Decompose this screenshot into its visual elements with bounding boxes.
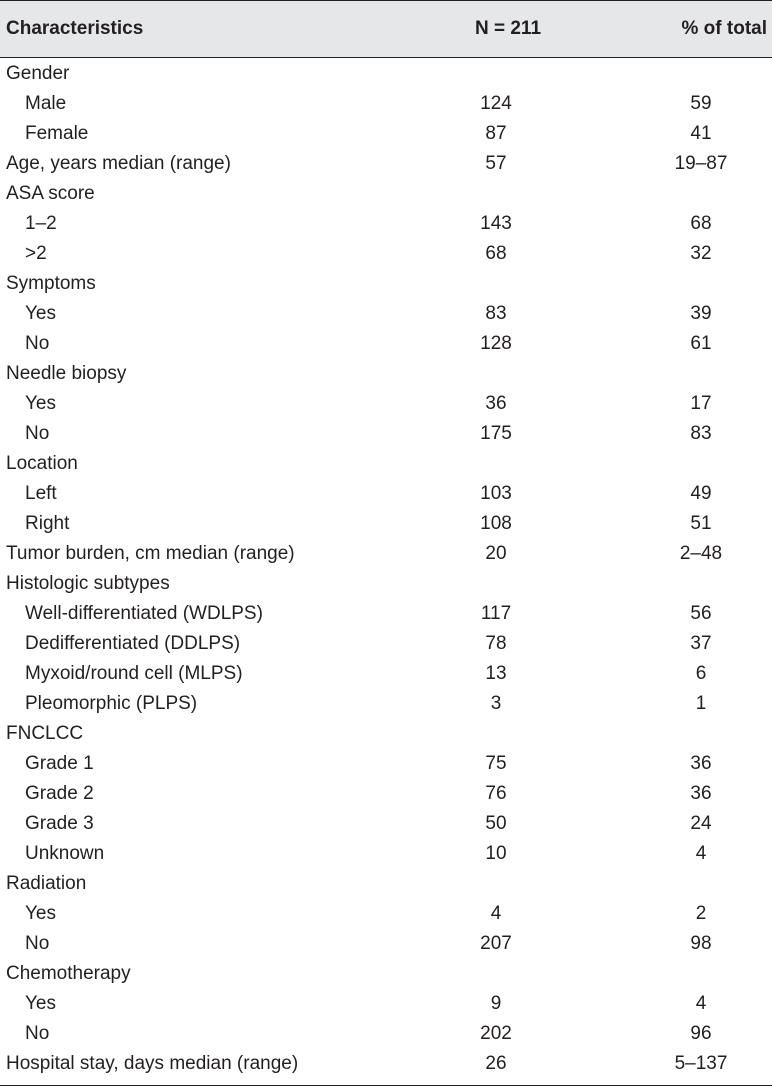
- row-label: Chemotherapy: [6, 963, 131, 984]
- row-percent: 6: [695, 663, 707, 684]
- table-group-row: [0, 179, 772, 209]
- table-row: [0, 89, 772, 119]
- table-group-row: [0, 269, 772, 299]
- row-percent: 61: [690, 333, 712, 354]
- row-label: 1–2: [25, 213, 57, 234]
- row-label: Left: [25, 483, 57, 504]
- row-count: 3: [490, 693, 502, 714]
- row-count: 76: [485, 783, 507, 804]
- row-label: Well-differentiated (WDLPS): [25, 603, 263, 624]
- row-count: 175: [480, 423, 512, 444]
- row-label: Histologic subtypes: [6, 573, 170, 594]
- row-count: 57: [485, 153, 507, 174]
- row-percent: 39: [690, 303, 712, 324]
- row-label: Yes: [25, 903, 56, 924]
- table-row: [0, 239, 772, 269]
- row-percent: 24: [690, 813, 712, 834]
- row-percent: 56: [690, 603, 712, 624]
- table-row: [0, 899, 772, 929]
- row-label: Yes: [25, 303, 56, 324]
- row-percent: 5–137: [674, 1053, 728, 1074]
- row-label: Gender: [6, 63, 70, 84]
- table-row: [0, 599, 772, 629]
- row-count: 103: [480, 483, 512, 504]
- table-group-row: [0, 539, 772, 569]
- row-label: Grade 2: [25, 783, 94, 804]
- table-group-row: [0, 719, 772, 749]
- row-label: Symptoms: [6, 273, 96, 294]
- table-bottom-rule: [0, 1085, 772, 1086]
- row-label: Male: [25, 93, 67, 114]
- row-label: Radiation: [6, 873, 87, 894]
- row-count: 207: [480, 933, 512, 954]
- row-label: Needle biopsy: [6, 363, 127, 384]
- row-label: Location: [6, 453, 78, 474]
- table-group-row: [0, 59, 772, 89]
- table-row: [0, 299, 772, 329]
- row-label: Pleomorphic (PLPS): [25, 693, 198, 714]
- table-row: [0, 839, 772, 869]
- row-count: 128: [480, 333, 512, 354]
- row-label: >2: [25, 243, 47, 264]
- table-row: [0, 929, 772, 959]
- row-count: 75: [485, 753, 507, 774]
- row-percent: 2–48: [679, 543, 723, 564]
- table-row: [0, 209, 772, 239]
- row-label: Age, years median (range): [6, 153, 231, 174]
- row-label: Hospital stay, days median (range): [6, 1053, 299, 1074]
- row-label: No: [25, 333, 50, 354]
- row-label: FNCLCC: [6, 723, 84, 744]
- table-group-row: [0, 869, 772, 899]
- table-group-row: [0, 149, 772, 179]
- row-label: No: [25, 933, 50, 954]
- table-row: [0, 389, 772, 419]
- row-count: 50: [485, 813, 507, 834]
- header-n: N = 211: [474, 18, 542, 39]
- row-count: 13: [485, 663, 507, 684]
- row-label: Unknown: [25, 843, 105, 864]
- table-row: [0, 659, 772, 689]
- row-label: Grade 3: [25, 813, 94, 834]
- row-percent: 36: [690, 783, 712, 804]
- row-percent: 98: [690, 933, 712, 954]
- row-count: 117: [480, 603, 512, 624]
- table-row: [0, 689, 772, 719]
- table-group-row: [0, 1049, 772, 1079]
- table-row: [0, 749, 772, 779]
- table-row: [0, 1019, 772, 1049]
- table-group-row: [0, 569, 772, 599]
- table-row: [0, 419, 772, 449]
- row-percent: 41: [690, 123, 712, 144]
- table-row: [0, 509, 772, 539]
- row-count: 78: [485, 633, 507, 654]
- row-label: Yes: [25, 993, 56, 1014]
- row-label: No: [25, 1023, 50, 1044]
- row-label: Tumor burden, cm median (range): [6, 543, 295, 564]
- row-label: Dedifferentiated (DDLPS): [25, 633, 241, 654]
- row-percent: 17: [690, 393, 712, 414]
- row-count: 10: [485, 843, 507, 864]
- row-count: 20: [485, 543, 507, 564]
- row-label: Female: [25, 123, 89, 144]
- row-percent: 1: [695, 693, 707, 714]
- row-label: Myxoid/round cell (MLPS): [25, 663, 243, 684]
- row-count: 108: [480, 513, 512, 534]
- table-group-row: [0, 959, 772, 989]
- header-characteristics: Characteristics: [6, 18, 144, 39]
- table-row: [0, 629, 772, 659]
- row-count: 26: [485, 1053, 507, 1074]
- row-count: 124: [480, 93, 512, 114]
- row-percent: 4: [695, 843, 707, 864]
- table-row: [0, 329, 772, 359]
- header-percent: % of total: [681, 18, 767, 39]
- table-row: [0, 779, 772, 809]
- row-label: No: [25, 423, 50, 444]
- row-percent: 2: [695, 903, 707, 924]
- row-count: 87: [485, 123, 507, 144]
- row-percent: 96: [690, 1023, 712, 1044]
- row-count: 68: [485, 243, 507, 264]
- table-group-row: [0, 359, 772, 389]
- table-group-row: [0, 449, 772, 479]
- row-percent: 37: [690, 633, 712, 654]
- table-row: [0, 809, 772, 839]
- row-percent: 83: [690, 423, 712, 444]
- row-label: Right: [25, 513, 70, 534]
- row-label: Grade 1: [25, 753, 94, 774]
- row-label: Yes: [25, 393, 56, 414]
- row-count: 9: [490, 993, 502, 1014]
- row-count: 4: [490, 903, 502, 924]
- row-count: 143: [480, 213, 512, 234]
- table-row: [0, 989, 772, 1019]
- row-percent: 36: [690, 753, 712, 774]
- table-row: [0, 119, 772, 149]
- row-percent: 49: [690, 483, 712, 504]
- row-count: 36: [485, 393, 507, 414]
- row-label: ASA score: [6, 183, 95, 204]
- row-percent: 51: [690, 513, 712, 534]
- row-count: 83: [485, 303, 507, 324]
- row-count: 202: [480, 1023, 512, 1044]
- table-body: [0, 59, 772, 1079]
- row-percent: 4: [695, 993, 707, 1014]
- table-header: [0, 0, 772, 58]
- row-percent: 68: [690, 213, 712, 234]
- table-row: [0, 479, 772, 509]
- row-percent: 59: [690, 93, 712, 114]
- row-percent: 19–87: [674, 153, 728, 174]
- row-percent: 32: [690, 243, 712, 264]
